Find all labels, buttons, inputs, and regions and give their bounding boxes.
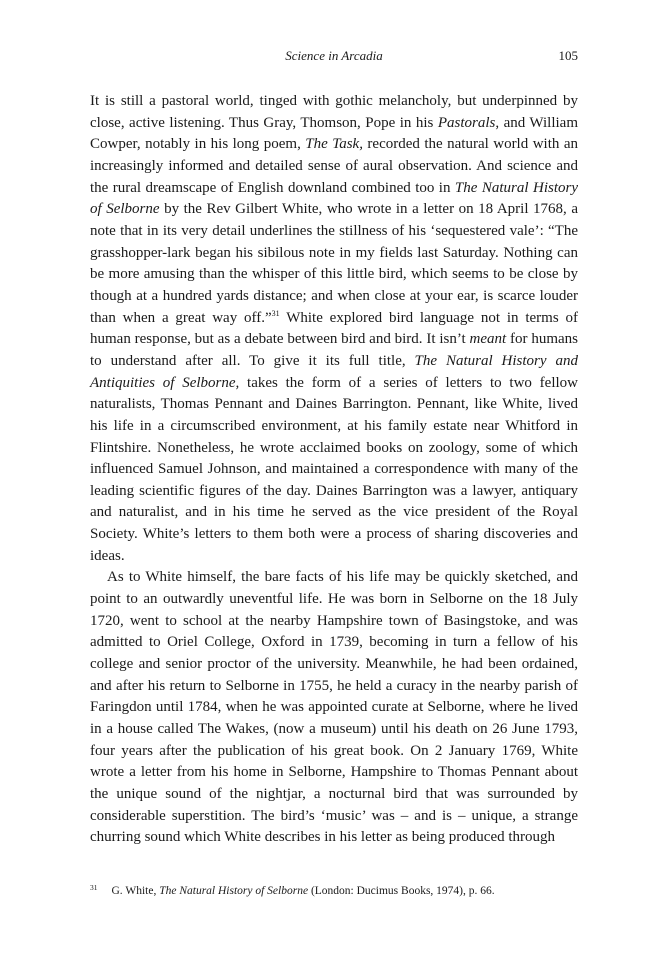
italic-text: The Natural History of Selborne (159, 885, 309, 897)
footnote-reference: 31 (271, 308, 280, 318)
paragraph-1 (90, 91, 578, 567)
text-run: for humans to understand after all. To give it its full title, (90, 331, 578, 369)
text-run: takes the form of a series of letters to two fellow naturalists, Thomas Pennant and Daines Barrington. Pennant, like White, lived his life in a circumscribed environment, at his family estate near Whitford in Flintshire. Nonetheless, he wrote acclaimed books on zoology, some of which influenced Samuel Johnson, and maintained a correspondence with many of the leading scientific figures of the day. Daines Barrington was a lawyer, antiquary and naturalist, and in his time he served as the vice president of the Royal Society. White’s letters to them both were a process of sharing discoveries and ideas. (90, 374, 578, 564)
page-number: 105 (558, 48, 578, 63)
body-text (90, 91, 578, 849)
text-run: White explored bird language not in terms of human response, but as a debate between bird and bird. It isn’t (90, 309, 578, 348)
paragraph-2 (90, 567, 578, 849)
italic-text: Pastorals (437, 114, 496, 131)
running-title: Science in Arcadia (285, 48, 383, 63)
text-run: by the Rev Gilbert White, who wrote in a letter on 18 April 1768, a note that in its very detail underlines the stillness of his ‘sequestered vale’: “The grasshopper-lark began his sibilous note in my fields last Saturday. Nothing can be more amusing than the whisper of this little bird, which seems to be close by though at a hundred yards distance; and when close at your ear, is scarce louder than when a great way off.” (90, 201, 578, 326)
page-header (90, 46, 578, 66)
text-run: As to White himself, the bare facts of his life may be quickly sketched, and point to an outwardly uneventful life. He was born in Selborne on the 18 July 1720, went to school at the nearby Hampshire town of Basingstoke, and was admitted to Oriel College, Oxford in 1739, becoming in turn a fellow of his college and senior proctor of the university. Meanwhile, he had been ordained, and after his return to Selborne in 1755, he held a curacy in the nearby parish of Faringdon until 1784, when he was appointed curate at Selborne, where he lived in a house called The Wakes, (now a museum) until his death on 26 June 1793, four years after the publication of his great book. On 2 January 1769, White wrote a letter from his home in Selborne, Hampshire to Thomas Pennant about the unique sound of the nightjar, a nocturnal bird that was surrounded by considerable superstition. The bird’s ‘music’ was – and is – unique, a strange churring sound which White describes in his letter as being produced through (90, 569, 578, 846)
text-run: G. White, (111, 885, 160, 897)
italic-text: The Task, (305, 136, 363, 153)
footnote-marker: 31 (90, 883, 98, 892)
italic-text: The Natural History of Selborne (90, 179, 578, 218)
italic-text: meant (469, 331, 507, 348)
text-run: (London: Ducimus Books, 1974), p. 66. (308, 885, 495, 897)
footnote-text (112, 885, 495, 897)
text-run: recorded the natural world with an increasingly informed and detailed sense of aural observation. And science and the rural dreamscape of English downland combined too in (90, 136, 578, 196)
italic-text: The Natural History and Antiquities of Selborne, (90, 352, 578, 391)
footnote (90, 880, 578, 899)
text-run: , and William Cowper, notably in his long poem, (90, 114, 578, 153)
text-run: It is still a pastoral world, tinged with gothic melancholy, but underpinned by close, active listening. Thus Gray, Thomson, Pope in his (90, 93, 578, 131)
